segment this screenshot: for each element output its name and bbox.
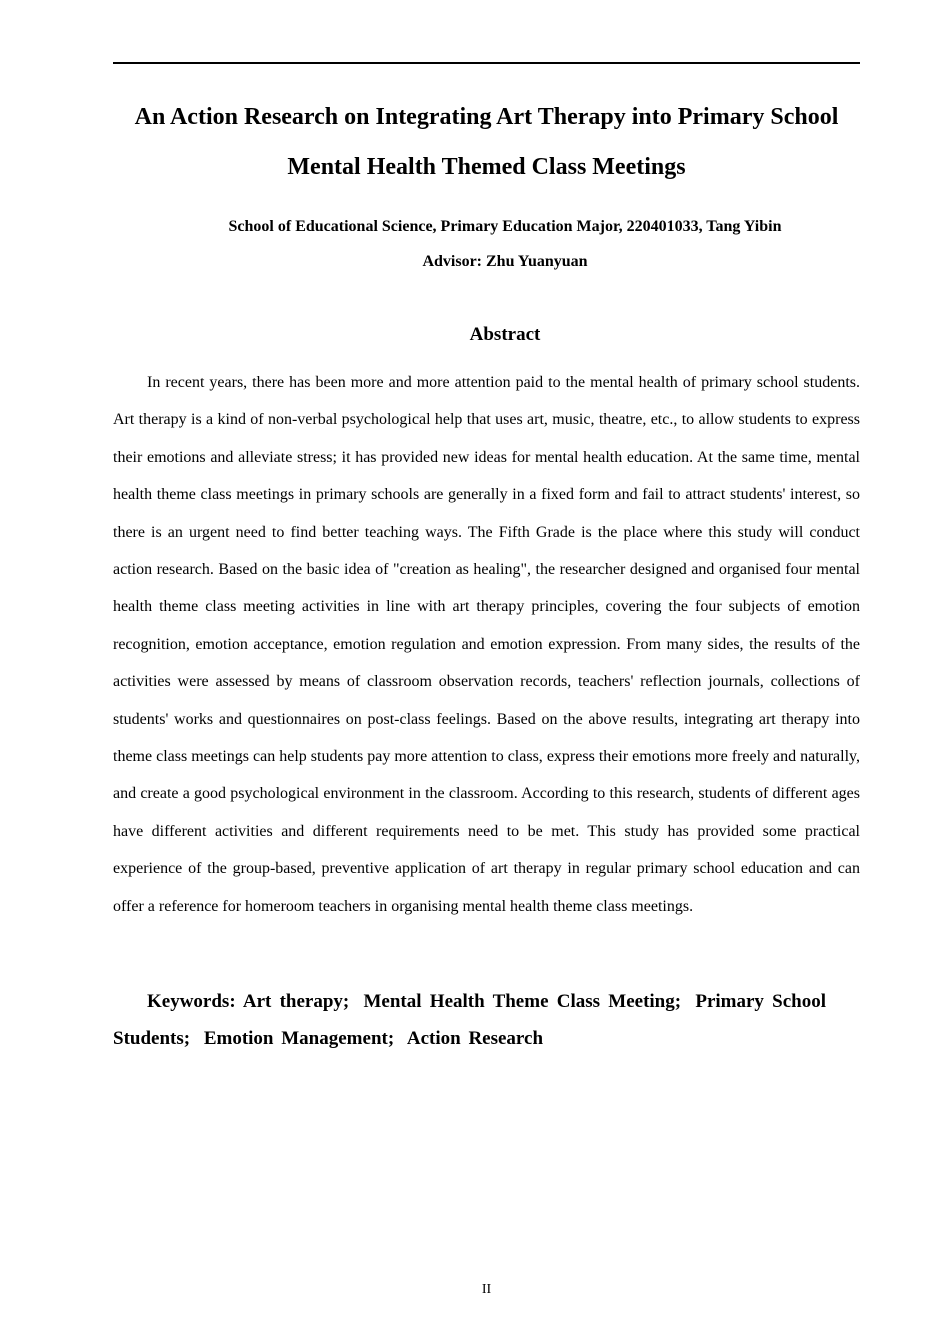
author-info: School of Educational Science, Primary Education Major, 220401033, Tang Yibin: [228, 218, 782, 235]
keyword-item: Primary School Students;: [113, 991, 827, 1049]
keywords: [113, 983, 826, 1057]
keyword-item: Action Research: [406, 1028, 544, 1049]
header-rule: [113, 62, 860, 64]
page-number: II: [481, 1282, 492, 1297]
keyword-item: Mental Health Theme Class Meeting;: [363, 991, 682, 1012]
keyword-item: Emotion Management;: [203, 1028, 395, 1049]
paper-title-line-2: Mental Health Themed Class Meetings: [287, 154, 686, 180]
paper-title-line-1: An Action Research on Integrating Art Therapy into Primary School: [134, 104, 839, 130]
keywords-label: Keywords:: [147, 991, 236, 1012]
keyword-item: Art therapy;: [242, 991, 350, 1012]
abstract-heading: Abstract: [469, 324, 541, 345]
paper-title: [113, 92, 860, 192]
advisor-info: Advisor: Zhu Yuanyuan: [422, 253, 588, 270]
abstract-body: In recent years, there has been more and more attention paid to the mental health of primary school students. Art therapy is a kind of non-verbal psychological help that uses art, music, theatre, etc., to allow students to express their emotions and alleviate stress; it has provided new ideas for mental health education. At the same time, mental health theme class meetings in primary schools are generally in a fixed form and fail to attract students' interest, so there is an urgent need to find better teaching ways. The Fifth Grade is the place where this study will conduct action research. Based on the basic idea of "creation as healing", the researcher designed and organised four mental health theme class meeting activities in line with art therapy principles, covering the four subjects of emotion recognition, emotion acceptance, emotion regulation and emotion expression. From many sides, the results of the activities were assessed by means of classroom observation records, teachers' reflection journals, collections of students' works and questionnaires on post-class feelings. Based on the above results, integrating art therapy into theme class meetings can help students pay more attention to class, express their emotions more freely and naturally, and create a good psychological environment in the classroom. According to this research, students of different ages have different activities and different requirements need to be met. This study has provided some practical experience of the group-based, preventive application of art therapy in regular primary school education and can offer a reference for homeroom teachers in organising mental health theme class meetings.: [113, 374, 860, 915]
